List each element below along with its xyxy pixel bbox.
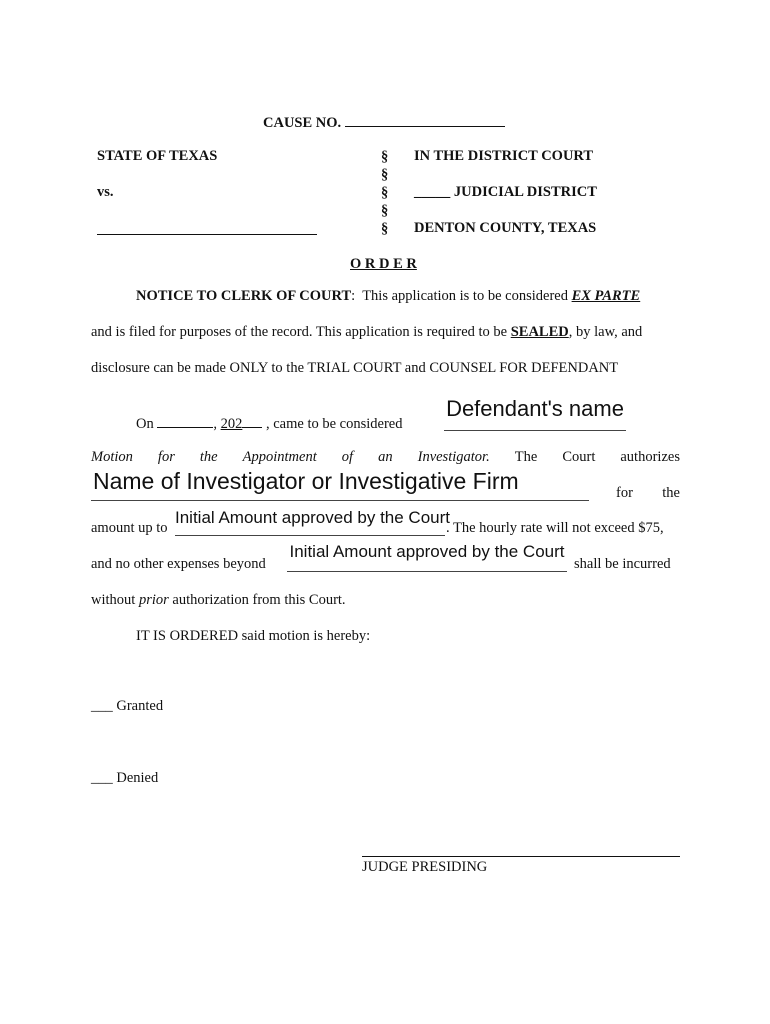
prior-text: prior [138,592,169,608]
cause-number-label: CAUSE NO. [263,115,342,131]
motion-word: for [157,449,175,465]
amount-up-to-label: amount up to [91,520,168,536]
cause-number-blank [345,112,505,127]
judge-presiding-label: JUDGE PRESIDING [362,859,488,875]
on-text: On [136,416,154,432]
granted-checkbox-blank[interactable]: ___ [91,698,113,714]
notice-label: NOTICE TO CLERK OF COURT [136,288,352,304]
amount-field-1[interactable]: Initial Amount approved by the Court [175,509,445,536]
amount-field-2[interactable]: Initial Amount approved by the Court [287,543,567,572]
motion-word: the [199,449,218,465]
year-blank [242,413,262,428]
granted-label: Granted [116,698,164,714]
county-label: DENTON COUNTY, TEXAS [414,220,597,236]
granted-option[interactable] [91,698,163,715]
motion-word: of [341,449,354,465]
notice-line-1 [136,288,640,305]
defendant-name-field[interactable]: Defendant's name [444,398,626,431]
cause-number [263,112,505,132]
hourly-rate-text: . The hourly rate will not exceed $75, [446,520,664,536]
state-label: STATE OF TEXAS [97,148,218,164]
court-word: Court [562,449,596,465]
section-marks [381,148,388,238]
order-title: O R D E R [350,256,417,272]
notice-line-2-start: and is filed for purposes of the record. This application is required to be [91,324,508,340]
ordered-text: IT IS ORDERED said motion is hereby: [136,628,371,644]
judicial-district [414,184,597,201]
for-the-line [616,485,680,502]
motion-word: Appointment [242,449,317,465]
section-mark: § [381,167,389,183]
notice-line-2 [91,324,642,341]
notice-line-3: disclosure can be made ONLY to the TRIAL COURT and COUNSEL FOR DEFENDANT [91,360,619,376]
district-blank: _____ [414,184,451,200]
motion-line [91,449,680,466]
denied-option[interactable] [91,770,158,787]
motion-word: an [378,449,393,465]
no-other-expenses-label: and no other expenses beyond [91,556,266,572]
sealed-text: SEALED [510,324,569,340]
notice-line-2-end: , by law, and [568,324,643,340]
denied-checkbox-blank[interactable]: ___ [91,770,113,786]
motion-word: Motion [91,449,133,465]
denied-label: Denied [116,770,159,786]
incurred-text: shall be incurred [574,556,671,572]
court-word: authorizes [620,449,680,465]
section-mark: § [381,221,389,237]
judge-signature-line[interactable] [362,842,680,857]
the-text: the [662,485,680,501]
court-word: The [514,449,538,465]
vs-label: vs. [97,184,114,200]
date-line [136,413,402,433]
notice-colon: : [351,288,356,304]
defendant-caption-blank [97,220,317,235]
for-text: for [616,485,633,501]
notice-text: This application is to be considered [362,288,568,304]
investigator-field[interactable]: Name of Investigator or Investigative Firm [91,470,589,501]
court-label: IN THE DISTRICT COURT [414,148,594,164]
year-text: 202 [220,416,243,432]
motion-word: Investigator. [417,449,490,465]
district-label: JUDICIAL DISTRICT [453,184,597,200]
section-mark: § [381,185,389,201]
section-mark: § [381,203,389,219]
date-blank [157,413,213,428]
section-mark: § [381,149,389,165]
ex-parte-text: EX PARTE [571,288,641,304]
authorization-text: authorization from this Court. [172,592,346,608]
came-text: , came to be considered [265,416,403,432]
authorization-line [91,592,346,609]
without-text: without [91,592,136,608]
date-comma: , [213,416,217,432]
